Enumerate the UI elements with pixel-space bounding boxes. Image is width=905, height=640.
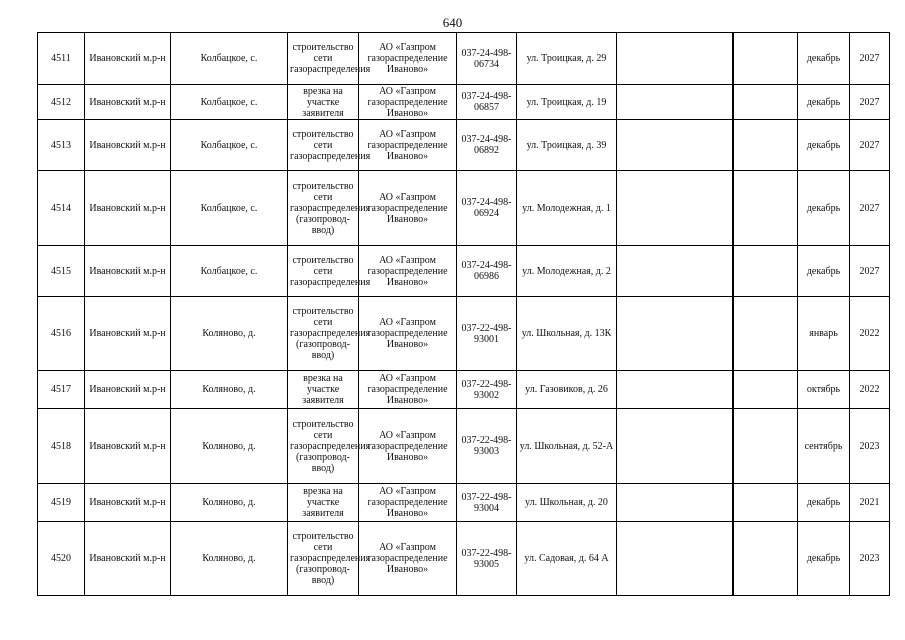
code-cell: 037-24-498-06734: [457, 33, 517, 85]
district-cell: Ивановский м.р-н: [85, 484, 171, 522]
year-cell: 2021: [850, 484, 890, 522]
row-number: 4513: [38, 120, 85, 171]
extra-cell: [617, 484, 733, 522]
year-cell: 2027: [850, 33, 890, 85]
row-number: 4515: [38, 246, 85, 297]
month-cell: январь: [798, 297, 850, 371]
month-cell: декабрь: [798, 85, 850, 120]
month-cell: декабрь: [798, 171, 850, 246]
address-cell: ул. Молодежная, д. 1: [517, 171, 617, 246]
organization-cell: АО «Газпром газораспределение Иваново»: [359, 171, 457, 246]
address-cell: ул. Школьная, д. 52-А: [517, 409, 617, 484]
locality-cell: Коляново, д.: [171, 371, 288, 409]
table-row: [38, 409, 890, 484]
year-cell: 2022: [850, 371, 890, 409]
page-number: 640: [442, 15, 463, 30]
extra-cell: [617, 297, 733, 371]
extra-cell: [617, 409, 733, 484]
work-type-cell: строительство сети газораспределения: [288, 246, 359, 297]
table-row: [38, 297, 890, 371]
organization-cell: АО «Газпром газораспределение Иваново»: [359, 522, 457, 596]
extra2-cell: [734, 85, 798, 120]
district-cell: Ивановский м.р-н: [85, 371, 171, 409]
work-type-cell: врезка на участке заявителя: [288, 484, 359, 522]
locality-cell: Колбацкое, с.: [171, 171, 288, 246]
extra2-cell: [734, 409, 798, 484]
address-cell: ул. Троицкая, д. 29: [517, 33, 617, 85]
address-cell: ул. Троицкая, д. 39: [517, 120, 617, 171]
code-cell: 037-24-498-06986: [457, 246, 517, 297]
registry-table: [37, 32, 890, 596]
month-cell: декабрь: [798, 120, 850, 171]
address-cell: ул. Садовая, д. 64 А: [517, 522, 617, 596]
work-type-cell: врезка на участке заявителя: [288, 371, 359, 409]
extra2-cell: [734, 522, 798, 596]
work-type-cell: строительство сети газораспределения (газопровод-ввод): [288, 522, 359, 596]
year-cell: 2027: [850, 85, 890, 120]
extra-cell: [617, 522, 733, 596]
extra-cell: [617, 33, 733, 85]
district-cell: Ивановский м.р-н: [85, 171, 171, 246]
table-row: [38, 371, 890, 409]
month-cell: декабрь: [798, 33, 850, 85]
month-cell: декабрь: [798, 246, 850, 297]
work-type-cell: строительство сети газораспределения: [288, 120, 359, 171]
locality-cell: Колбацкое, с.: [171, 85, 288, 120]
row-number: 4512: [38, 85, 85, 120]
organization-cell: АО «Газпром газораспределение Иваново»: [359, 33, 457, 85]
extra-cell: [617, 85, 733, 120]
year-cell: 2023: [850, 409, 890, 484]
row-number: 4514: [38, 171, 85, 246]
table-row: [38, 33, 890, 85]
organization-cell: АО «Газпром газораспределение Иваново»: [359, 371, 457, 409]
code-cell: 037-22-498-93002: [457, 371, 517, 409]
district-cell: Ивановский м.р-н: [85, 120, 171, 171]
table-body: [38, 33, 890, 596]
extra-cell: [617, 120, 733, 171]
locality-cell: Коляново, д.: [171, 484, 288, 522]
row-number: 4517: [38, 371, 85, 409]
row-number: 4516: [38, 297, 85, 371]
extra-cell: [617, 246, 733, 297]
year-cell: 2027: [850, 171, 890, 246]
district-cell: Ивановский м.р-н: [85, 33, 171, 85]
table-row: [38, 522, 890, 596]
work-type-cell: строительство сети газораспределения (газопровод-ввод): [288, 297, 359, 371]
year-cell: 2022: [850, 297, 890, 371]
organization-cell: АО «Газпром газораспределение Иваново»: [359, 297, 457, 371]
extra2-cell: [734, 171, 798, 246]
extra2-cell: [734, 371, 798, 409]
extra2-cell: [734, 297, 798, 371]
address-cell: ул. Газовиков, д. 26: [517, 371, 617, 409]
code-cell: 037-22-498-93005: [457, 522, 517, 596]
row-number: 4519: [38, 484, 85, 522]
code-cell: 037-22-498-93004: [457, 484, 517, 522]
row-number: 4518: [38, 409, 85, 484]
year-cell: 2027: [850, 246, 890, 297]
month-cell: октябрь: [798, 371, 850, 409]
extra2-cell: [734, 33, 798, 85]
year-cell: 2023: [850, 522, 890, 596]
locality-cell: Колбацкое, с.: [171, 120, 288, 171]
district-cell: Ивановский м.р-н: [85, 522, 171, 596]
locality-cell: Коляново, д.: [171, 409, 288, 484]
table-row: [38, 171, 890, 246]
table-row: [38, 120, 890, 171]
extra2-cell: [734, 246, 798, 297]
code-cell: 037-24-498-06924: [457, 171, 517, 246]
table-row: [38, 246, 890, 297]
month-cell: декабрь: [798, 522, 850, 596]
locality-cell: Колбацкое, с.: [171, 246, 288, 297]
address-cell: ул. Троицкая, д. 19: [517, 85, 617, 120]
locality-cell: Коляново, д.: [171, 522, 288, 596]
district-cell: Ивановский м.р-н: [85, 409, 171, 484]
table-row: [38, 484, 890, 522]
organization-cell: АО «Газпром газораспределение Иваново»: [359, 246, 457, 297]
district-cell: Ивановский м.р-н: [85, 85, 171, 120]
work-type-cell: врезка на участке заявителя: [288, 85, 359, 120]
work-type-cell: строительство сети газораспределения (газопровод-ввод): [288, 171, 359, 246]
district-cell: Ивановский м.р-н: [85, 246, 171, 297]
table-row: [38, 85, 890, 120]
locality-cell: Колбацкое, с.: [171, 33, 288, 85]
row-number: 4520: [38, 522, 85, 596]
organization-cell: АО «Газпром газораспределение Иваново»: [359, 409, 457, 484]
organization-cell: АО «Газпром газораспределение Иваново»: [359, 484, 457, 522]
code-cell: 037-22-498-93003: [457, 409, 517, 484]
code-cell: 037-24-498-06857: [457, 85, 517, 120]
code-cell: 037-22-498-93001: [457, 297, 517, 371]
code-cell: 037-24-498-06892: [457, 120, 517, 171]
row-number: 4511: [38, 33, 85, 85]
month-cell: сентябрь: [798, 409, 850, 484]
month-cell: декабрь: [798, 484, 850, 522]
address-cell: ул. Молодежная, д. 2: [517, 246, 617, 297]
extra2-cell: [734, 120, 798, 171]
address-cell: ул. Школьная, д. 13К: [517, 297, 617, 371]
work-type-cell: строительство сети газораспределения (газопровод-ввод): [288, 409, 359, 484]
extra2-cell: [734, 484, 798, 522]
district-cell: Ивановский м.р-н: [85, 297, 171, 371]
extra-cell: [617, 371, 733, 409]
extra-cell: [617, 171, 733, 246]
organization-cell: АО «Газпром газораспределение Иваново»: [359, 120, 457, 171]
address-cell: ул. Школьная, д. 20: [517, 484, 617, 522]
work-type-cell: строительство сети газораспределения: [288, 33, 359, 85]
locality-cell: Коляново, д.: [171, 297, 288, 371]
organization-cell: АО «Газпром газораспределение Иваново»: [359, 85, 457, 120]
year-cell: 2027: [850, 120, 890, 171]
